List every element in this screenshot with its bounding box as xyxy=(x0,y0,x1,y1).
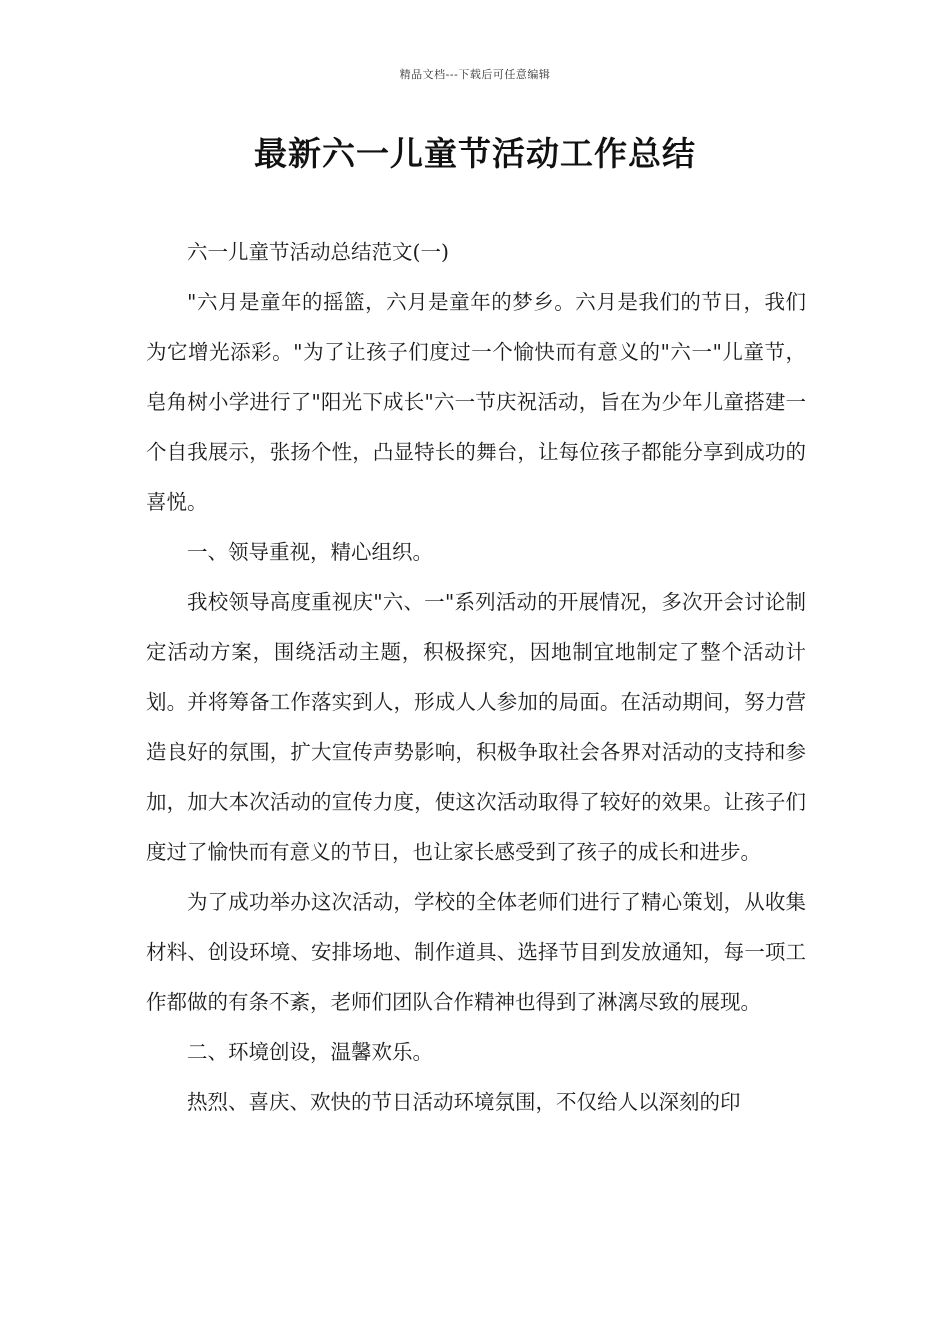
paragraph-environment: 热烈、喜庆、欢快的节日活动环境氛围，不仅给人以深刻的印 xyxy=(187,1090,741,1114)
paragraph-preparation: 为了成功举办这次活动，学校的全体老师们进行了精心策划，从收集材料、创设环境、安排场地、制作道具、选择节目到发放通知，每一项工作都做的有条不紊，老师们团队合作精神也得到了淋漓尽致的展现。 xyxy=(146,890,806,1014)
document-title: 最新六一儿童节活动工作总结 xyxy=(254,134,696,173)
document-body xyxy=(146,227,806,1127)
paragraph-intro: "六月是童年的摇篮，六月是童年的梦乡。六月是我们的节日，我们为它增光添彩。"为了让孩子们度过一个愉快而有意义的"六一"儿童节，皂角树小学进行了"阳光下成长"六一节庆祝活动，旨在为少年儿童搭建一个自我展示，张扬个性，凸显特长的舞台，让每位孩子都能分享到成功的喜悦。 xyxy=(146,290,806,514)
paragraph-subtitle: 六一儿童节活动总结范文(一) xyxy=(187,240,449,264)
paragraph-leadership: 我校领导高度重视庆"六、一"系列活动的开展情况，多次开会讨论制定活动方案，围绕活动主题，积极探究，因地制宜地制定了整个活动计划。并将筹备工作落实到人，形成人人参加的局面。在活动期间，努力营造良好的氛围，扩大宣传声势影响，积极争取社会各界对活动的支持和参加，加大本次活动的宣传力度，使这次活动取得了较好的效果。让孩子们度过了愉快而有意义的节日，也让家长感受到了孩子的成长和进步。 xyxy=(146,590,806,864)
header-note: 精品文档---下载后可任意编辑 xyxy=(399,68,551,81)
section-heading-2: 二、环境创设，温馨欢乐。 xyxy=(187,1040,433,1064)
section-heading-1: 一、领导重视，精心组织。 xyxy=(187,540,433,564)
